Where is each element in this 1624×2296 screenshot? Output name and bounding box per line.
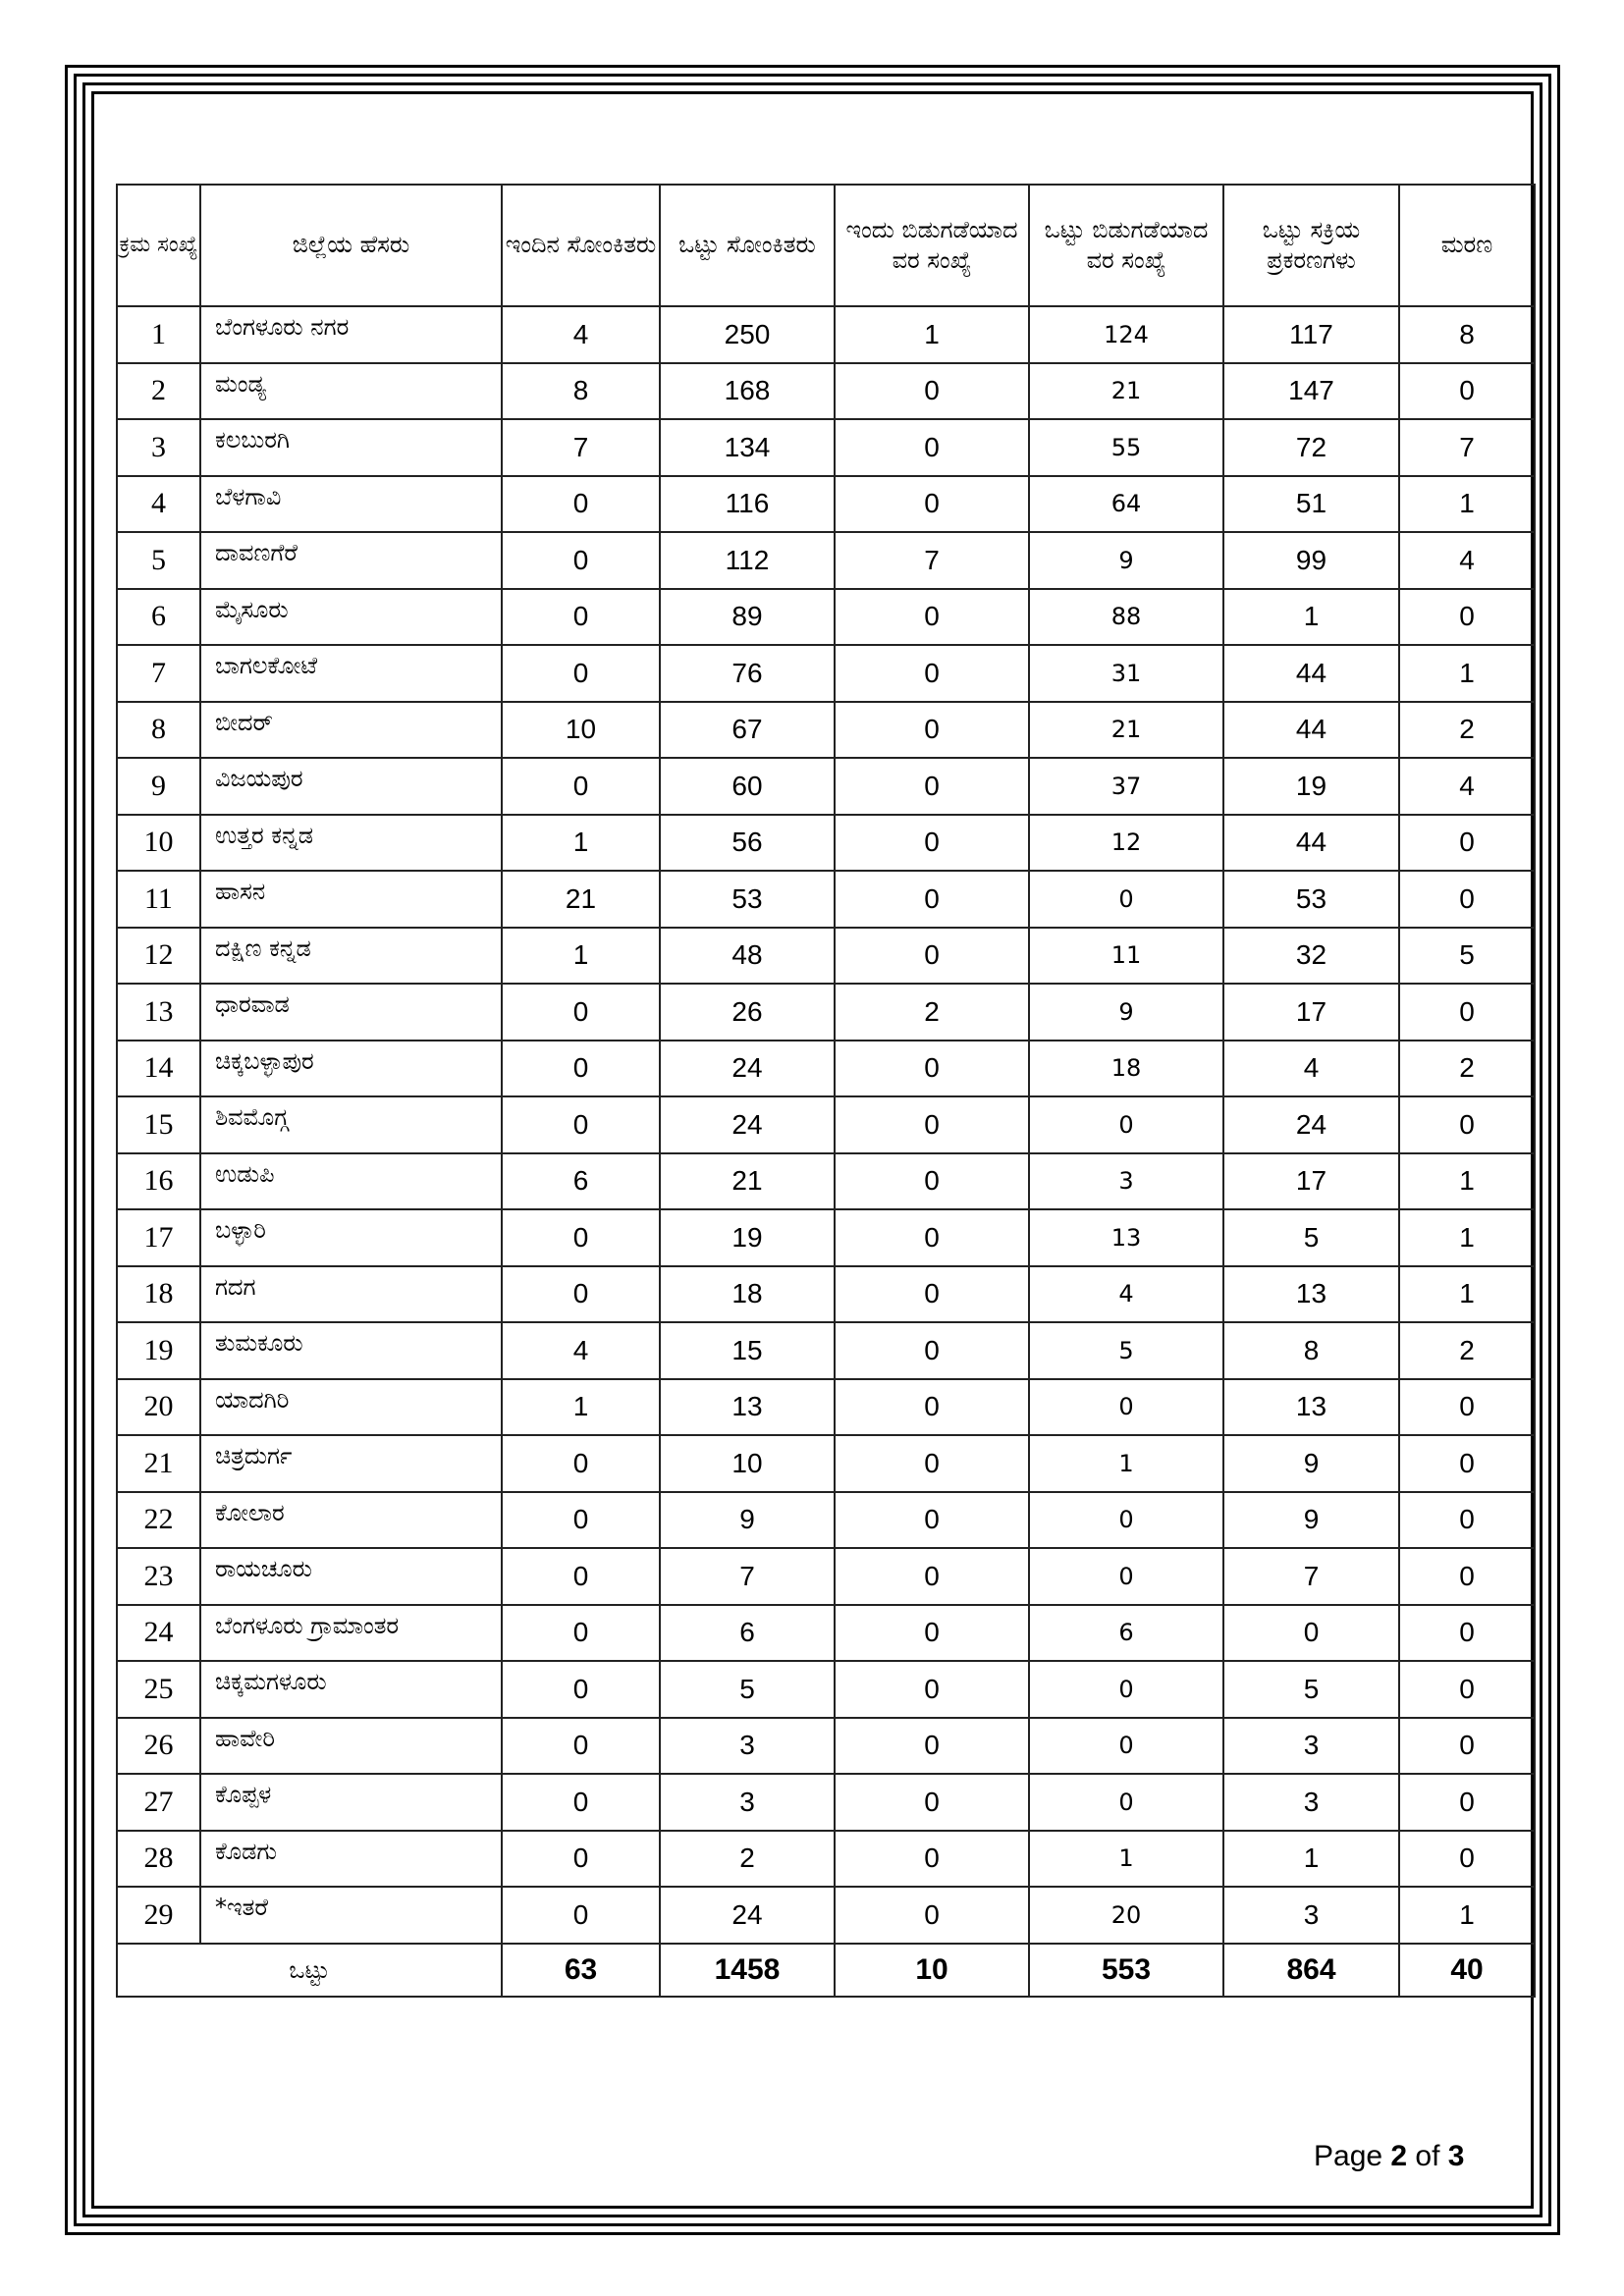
header-sno: ಕ್ರಮ ಸಂಖ್ಯೆ [117, 185, 200, 306]
cell-district: ಯಾದಗಿರಿ [200, 1379, 502, 1436]
cell-active: 53 [1223, 871, 1399, 928]
cell-total-positive: 15 [660, 1322, 835, 1379]
cell-active: 17 [1223, 1153, 1399, 1210]
cell-active: 99 [1223, 532, 1399, 589]
cell-total-positive: 9 [660, 1492, 835, 1549]
cell-today-positive: 0 [502, 1774, 660, 1831]
cell-total-discharged: 0 [1029, 1718, 1223, 1775]
cell-deaths: 0 [1399, 1605, 1535, 1662]
cell-sno: 2 [117, 363, 200, 420]
cell-total-discharged: 0 [1029, 1096, 1223, 1153]
cell-active: 8 [1223, 1322, 1399, 1379]
table-row [117, 589, 1535, 646]
cell-total-discharged: 21 [1029, 363, 1223, 420]
cell-total-discharged: 18 [1029, 1041, 1223, 1097]
cell-total-discharged: 88 [1029, 589, 1223, 646]
cell-sno: 20 [117, 1379, 200, 1436]
cell-active: 44 [1223, 815, 1399, 872]
cell-total-discharged: 0 [1029, 1774, 1223, 1831]
cell-total-discharged: 0 [1029, 1492, 1223, 1549]
cell-active: 9 [1223, 1435, 1399, 1492]
cell-sno: 13 [117, 984, 200, 1041]
cell-deaths: 0 [1399, 1774, 1535, 1831]
cell-total-discharged: 21 [1029, 702, 1223, 759]
cell-district: ಬೆಳಗಾವಿ [200, 476, 502, 533]
cell-deaths: 0 [1399, 984, 1535, 1041]
table-row [117, 476, 1535, 533]
cell-deaths: 0 [1399, 589, 1535, 646]
cell-sno: 27 [117, 1774, 200, 1831]
cell-active: 3 [1223, 1774, 1399, 1831]
cell-sno: 19 [117, 1322, 200, 1379]
cell-today-positive: 0 [502, 1266, 660, 1323]
table-row [117, 1887, 1535, 1944]
table-total-row [117, 1944, 1535, 1997]
cell-deaths: 0 [1399, 815, 1535, 872]
cell-today-discharged: 2 [835, 984, 1029, 1041]
cell-today-positive: 0 [502, 984, 660, 1041]
table-row [117, 1718, 1535, 1775]
cell-total-discharged: 4 [1029, 1266, 1223, 1323]
cell-deaths: 1 [1399, 645, 1535, 702]
table-row [117, 1548, 1535, 1605]
table-row [117, 984, 1535, 1041]
cell-total-discharged: 20 [1029, 1887, 1223, 1944]
cell-today-positive: 0 [502, 1548, 660, 1605]
cell-today-discharged: 0 [835, 1887, 1029, 1944]
cell-today-discharged: 0 [835, 1379, 1029, 1436]
cell-deaths: 0 [1399, 1718, 1535, 1775]
cell-active: 7 [1223, 1548, 1399, 1605]
table-row [117, 1774, 1535, 1831]
cell-total-positive: 18 [660, 1266, 835, 1323]
district-summary-table [116, 184, 1536, 1998]
cell-today-positive: 0 [502, 1661, 660, 1718]
table-row [117, 1661, 1535, 1718]
table-row [117, 1379, 1535, 1436]
cell-deaths: 2 [1399, 702, 1535, 759]
cell-district: ವಿಜಯಪುರ [200, 758, 502, 815]
header-deaths: ಮರಣ [1399, 185, 1535, 306]
cell-today-positive: 7 [502, 419, 660, 476]
cell-district: ತುಮಕೂರು [200, 1322, 502, 1379]
cell-today-positive: 21 [502, 871, 660, 928]
cell-today-discharged: 0 [835, 419, 1029, 476]
cell-sno: 3 [117, 419, 200, 476]
cell-sno: 18 [117, 1266, 200, 1323]
cell-district: ಹಾವೇರಿ [200, 1718, 502, 1775]
cell-district: ಉಡುಪಿ [200, 1153, 502, 1210]
cell-total-discharged: 37 [1029, 758, 1223, 815]
table-row [117, 1153, 1535, 1210]
cell-total-positive: 67 [660, 702, 835, 759]
cell-deaths: 5 [1399, 928, 1535, 985]
cell-today-discharged: 0 [835, 1153, 1029, 1210]
table-row [117, 645, 1535, 702]
cell-total-positive: 24 [660, 1041, 835, 1097]
cell-sno: 4 [117, 476, 200, 533]
cell-total-positive: 56 [660, 815, 835, 872]
cell-active: 9 [1223, 1492, 1399, 1549]
table-row [117, 1605, 1535, 1662]
cell-today-positive: 1 [502, 1379, 660, 1436]
cell-today-positive: 0 [502, 1605, 660, 1662]
table-row [117, 1209, 1535, 1266]
cell-sno: 23 [117, 1548, 200, 1605]
table-row [117, 1096, 1535, 1153]
cell-total-discharged: 0 [1029, 1379, 1223, 1436]
cell-total-discharged: 124 [1029, 306, 1223, 363]
cell-total-positive: 112 [660, 532, 835, 589]
cell-today-discharged: 0 [835, 1209, 1029, 1266]
page-number-total: 3 [1447, 2140, 1465, 2172]
cell-sno: 21 [117, 1435, 200, 1492]
cell-today-discharged: 0 [835, 645, 1029, 702]
cell-deaths: 1 [1399, 1887, 1535, 1944]
cell-sno: 11 [117, 871, 200, 928]
cell-today-positive: 4 [502, 306, 660, 363]
cell-today-positive: 0 [502, 645, 660, 702]
cell-today-discharged: 0 [835, 1266, 1029, 1323]
cell-active: 4 [1223, 1041, 1399, 1097]
page-number-of: of [1407, 2140, 1448, 2172]
table-row [117, 363, 1535, 420]
cell-deaths: 1 [1399, 1153, 1535, 1210]
cell-today-discharged: 0 [835, 476, 1029, 533]
cell-deaths: 2 [1399, 1322, 1535, 1379]
cell-district: *ಇತರೆ [200, 1887, 502, 1944]
cell-deaths: 1 [1399, 476, 1535, 533]
table-row [117, 702, 1535, 759]
header-total-discharged: ಒಟ್ಟು ಬಿಡುಗಡೆಯಾದ ವರ ಸಂಖ್ಯೆ [1029, 185, 1223, 306]
cell-deaths: 1 [1399, 1266, 1535, 1323]
cell-active: 5 [1223, 1209, 1399, 1266]
cell-district: ಉತ್ತರ ಕನ್ನಡ [200, 815, 502, 872]
cell-active: 13 [1223, 1379, 1399, 1436]
cell-sno: 12 [117, 928, 200, 985]
total-today-positive: 63 [502, 1944, 660, 1997]
cell-sno: 14 [117, 1041, 200, 1097]
cell-sno: 17 [117, 1209, 200, 1266]
cell-today-discharged: 0 [835, 1718, 1029, 1775]
header-today-positive: ಇಂದಿನ ಸೋಂಕಿತರು [502, 185, 660, 306]
cell-total-discharged: 0 [1029, 871, 1223, 928]
cell-total-discharged: 0 [1029, 1661, 1223, 1718]
cell-today-discharged: 0 [835, 1831, 1029, 1888]
table-row [117, 1492, 1535, 1549]
cell-today-positive: 0 [502, 1435, 660, 1492]
cell-sno: 10 [117, 815, 200, 872]
cell-sno: 1 [117, 306, 200, 363]
cell-active: 17 [1223, 984, 1399, 1041]
cell-total-positive: 26 [660, 984, 835, 1041]
page-number [1314, 2140, 1464, 2173]
cell-today-discharged: 0 [835, 1774, 1029, 1831]
cell-total-discharged: 0 [1029, 1548, 1223, 1605]
cell-deaths: 4 [1399, 532, 1535, 589]
cell-district: ಬೆಂಗಳೂರು ಗ್ರಾಮಾಂತರ [200, 1605, 502, 1662]
cell-today-discharged: 0 [835, 1435, 1029, 1492]
total-total-positive: 1458 [660, 1944, 835, 1997]
cell-deaths: 1 [1399, 1209, 1535, 1266]
cell-total-positive: 76 [660, 645, 835, 702]
cell-today-positive: 8 [502, 363, 660, 420]
cell-today-discharged: 1 [835, 306, 1029, 363]
cell-total-discharged: 1 [1029, 1831, 1223, 1888]
cell-district: ಮಂಡ್ಯ [200, 363, 502, 420]
header-active: ಒಟ್ಟು ಸಕ್ರಿಯ ಪ್ರಕರಣಗಳು [1223, 185, 1399, 306]
cell-total-discharged: 13 [1029, 1209, 1223, 1266]
cell-today-positive: 4 [502, 1322, 660, 1379]
cell-today-discharged: 0 [835, 589, 1029, 646]
cell-today-discharged: 0 [835, 815, 1029, 872]
cell-total-positive: 24 [660, 1887, 835, 1944]
cell-total-discharged: 31 [1029, 645, 1223, 702]
cell-active: 3 [1223, 1718, 1399, 1775]
cell-today-positive: 0 [502, 758, 660, 815]
table-row [117, 1435, 1535, 1492]
cell-district: ಬಳ್ಳಾರಿ [200, 1209, 502, 1266]
cell-today-positive: 0 [502, 1041, 660, 1097]
cell-today-positive: 0 [502, 1209, 660, 1266]
cell-active: 32 [1223, 928, 1399, 985]
cell-deaths: 0 [1399, 1548, 1535, 1605]
total-label: ಒಟ್ಟು [117, 1944, 502, 1997]
cell-total-positive: 60 [660, 758, 835, 815]
cell-total-discharged: 1 [1029, 1435, 1223, 1492]
cell-active: 44 [1223, 645, 1399, 702]
cell-district: ಶಿವಮೊಗ್ಗ [200, 1096, 502, 1153]
cell-total-discharged: 9 [1029, 984, 1223, 1041]
table-row [117, 532, 1535, 589]
cell-district: ಬೆಂಗಳೂರು ನಗರ [200, 306, 502, 363]
cell-active: 13 [1223, 1266, 1399, 1323]
cell-active: 147 [1223, 363, 1399, 420]
cell-deaths: 0 [1399, 363, 1535, 420]
cell-deaths: 4 [1399, 758, 1535, 815]
cell-today-discharged: 0 [835, 758, 1029, 815]
table-row [117, 928, 1535, 985]
cell-total-positive: 168 [660, 363, 835, 420]
cell-today-discharged: 0 [835, 363, 1029, 420]
cell-today-discharged: 0 [835, 1096, 1029, 1153]
cell-deaths: 2 [1399, 1041, 1535, 1097]
cell-today-discharged: 0 [835, 702, 1029, 759]
cell-sno: 15 [117, 1096, 200, 1153]
cell-district: ಕಲಬುರಗಿ [200, 419, 502, 476]
total-today-discharged: 10 [835, 1944, 1029, 1997]
table-row [117, 815, 1535, 872]
table-row [117, 1831, 1535, 1888]
cell-sno: 16 [117, 1153, 200, 1210]
cell-today-discharged: 0 [835, 871, 1029, 928]
cell-total-positive: 2 [660, 1831, 835, 1888]
cell-deaths: 0 [1399, 1661, 1535, 1718]
cell-total-discharged: 5 [1029, 1322, 1223, 1379]
cell-sno: 24 [117, 1605, 200, 1662]
table-header-row [117, 185, 1535, 306]
cell-total-positive: 21 [660, 1153, 835, 1210]
cell-today-positive: 0 [502, 1887, 660, 1944]
cell-today-discharged: 0 [835, 1492, 1029, 1549]
cell-district: ದಕ್ಷಿಣ ಕನ್ನಡ [200, 928, 502, 985]
cell-today-positive: 6 [502, 1153, 660, 1210]
cell-total-discharged: 6 [1029, 1605, 1223, 1662]
cell-sno: 8 [117, 702, 200, 759]
table-row [117, 758, 1535, 815]
cell-district: ಕೊಡಗು [200, 1831, 502, 1888]
cell-active: 1 [1223, 1831, 1399, 1888]
cell-today-positive: 0 [502, 1492, 660, 1549]
cell-today-positive: 0 [502, 1096, 660, 1153]
table-row [117, 306, 1535, 363]
cell-today-discharged: 0 [835, 1605, 1029, 1662]
page-number-prefix: Page [1314, 2140, 1391, 2172]
cell-district: ಬಾಗಲಕೋಟೆ [200, 645, 502, 702]
cell-active: 44 [1223, 702, 1399, 759]
table-row [117, 871, 1535, 928]
cell-district: ಚಿಕ್ಕಬಳ್ಳಾಪುರ [200, 1041, 502, 1097]
cell-today-positive: 0 [502, 1831, 660, 1888]
cell-active: 72 [1223, 419, 1399, 476]
cell-district: ಮೈಸೂರು [200, 589, 502, 646]
cell-active: 117 [1223, 306, 1399, 363]
cell-district: ಹಾಸನ [200, 871, 502, 928]
cell-sno: 25 [117, 1661, 200, 1718]
cell-sno: 29 [117, 1887, 200, 1944]
table-row [117, 1266, 1535, 1323]
table-row [117, 419, 1535, 476]
cell-total-positive: 3 [660, 1718, 835, 1775]
cell-active: 3 [1223, 1887, 1399, 1944]
cell-total-discharged: 9 [1029, 532, 1223, 589]
cell-active: 51 [1223, 476, 1399, 533]
cell-today-discharged: 0 [835, 1322, 1029, 1379]
cell-total-discharged: 12 [1029, 815, 1223, 872]
cell-active: 24 [1223, 1096, 1399, 1153]
cell-sno: 5 [117, 532, 200, 589]
cell-district: ಚಿಕ್ಕಮಗಳೂರು [200, 1661, 502, 1718]
cell-active: 0 [1223, 1605, 1399, 1662]
cell-today-discharged: 0 [835, 1548, 1029, 1605]
cell-sno: 6 [117, 589, 200, 646]
cell-deaths: 0 [1399, 871, 1535, 928]
cell-today-positive: 1 [502, 928, 660, 985]
cell-sno: 22 [117, 1492, 200, 1549]
cell-sno: 26 [117, 1718, 200, 1775]
cell-deaths: 0 [1399, 1492, 1535, 1549]
cell-total-positive: 53 [660, 871, 835, 928]
cell-total-positive: 116 [660, 476, 835, 533]
cell-today-positive: 0 [502, 589, 660, 646]
total-deaths: 40 [1399, 1944, 1535, 1997]
cell-total-positive: 10 [660, 1435, 835, 1492]
cell-district: ದಾವಣಗೆರೆ [200, 532, 502, 589]
page-number-current: 2 [1390, 2140, 1408, 2172]
cell-today-positive: 0 [502, 532, 660, 589]
cell-today-positive: 0 [502, 476, 660, 533]
cell-deaths: 0 [1399, 1096, 1535, 1153]
cell-total-discharged: 3 [1029, 1153, 1223, 1210]
cell-district: ಕೋಲಾರ [200, 1492, 502, 1549]
cell-active: 1 [1223, 589, 1399, 646]
cell-total-discharged: 11 [1029, 928, 1223, 985]
cell-total-positive: 134 [660, 419, 835, 476]
cell-district: ರಾಯಚೂರು [200, 1548, 502, 1605]
cell-total-positive: 48 [660, 928, 835, 985]
table-row [117, 1041, 1535, 1097]
header-today-discharged: ಇಂದು ಬಿಡುಗಡೆಯಾದ ವರ ಸಂಖ್ಯೆ [835, 185, 1029, 306]
cell-total-positive: 13 [660, 1379, 835, 1436]
cell-deaths: 0 [1399, 1379, 1535, 1436]
cell-sno: 9 [117, 758, 200, 815]
cell-total-positive: 3 [660, 1774, 835, 1831]
cell-sno: 28 [117, 1831, 200, 1888]
cell-district: ಧಾರವಾಡ [200, 984, 502, 1041]
cell-today-discharged: 0 [835, 1661, 1029, 1718]
cell-total-positive: 19 [660, 1209, 835, 1266]
cell-active: 5 [1223, 1661, 1399, 1718]
cell-today-positive: 1 [502, 815, 660, 872]
table-row [117, 1322, 1535, 1379]
cell-deaths: 8 [1399, 306, 1535, 363]
total-total-discharged: 553 [1029, 1944, 1223, 1997]
cell-district: ಚಿತ್ರದುರ್ಗ [200, 1435, 502, 1492]
total-active: 864 [1223, 1944, 1399, 1997]
cell-deaths: 0 [1399, 1435, 1535, 1492]
cell-today-discharged: 7 [835, 532, 1029, 589]
cell-total-positive: 5 [660, 1661, 835, 1718]
cell-deaths: 0 [1399, 1831, 1535, 1888]
cell-district: ಗದಗ [200, 1266, 502, 1323]
header-total-positive: ಒಟ್ಟು ಸೋಂಕಿತರು [660, 185, 835, 306]
cell-total-discharged: 64 [1029, 476, 1223, 533]
cell-district: ಬೀದರ್ [200, 702, 502, 759]
cell-total-discharged: 55 [1029, 419, 1223, 476]
cell-sno: 7 [117, 645, 200, 702]
cell-total-positive: 7 [660, 1548, 835, 1605]
cell-district: ಕೊಪ್ಪಳ [200, 1774, 502, 1831]
cell-total-positive: 24 [660, 1096, 835, 1153]
cell-total-positive: 250 [660, 306, 835, 363]
cell-active: 19 [1223, 758, 1399, 815]
cell-total-positive: 6 [660, 1605, 835, 1662]
cell-deaths: 7 [1399, 419, 1535, 476]
cell-today-positive: 10 [502, 702, 660, 759]
cell-today-discharged: 0 [835, 928, 1029, 985]
cell-today-positive: 0 [502, 1718, 660, 1775]
header-district: ಜಿಲ್ಲೆಯ ಹೆಸರು [200, 185, 502, 306]
cell-today-discharged: 0 [835, 1041, 1029, 1097]
cell-total-positive: 89 [660, 589, 835, 646]
